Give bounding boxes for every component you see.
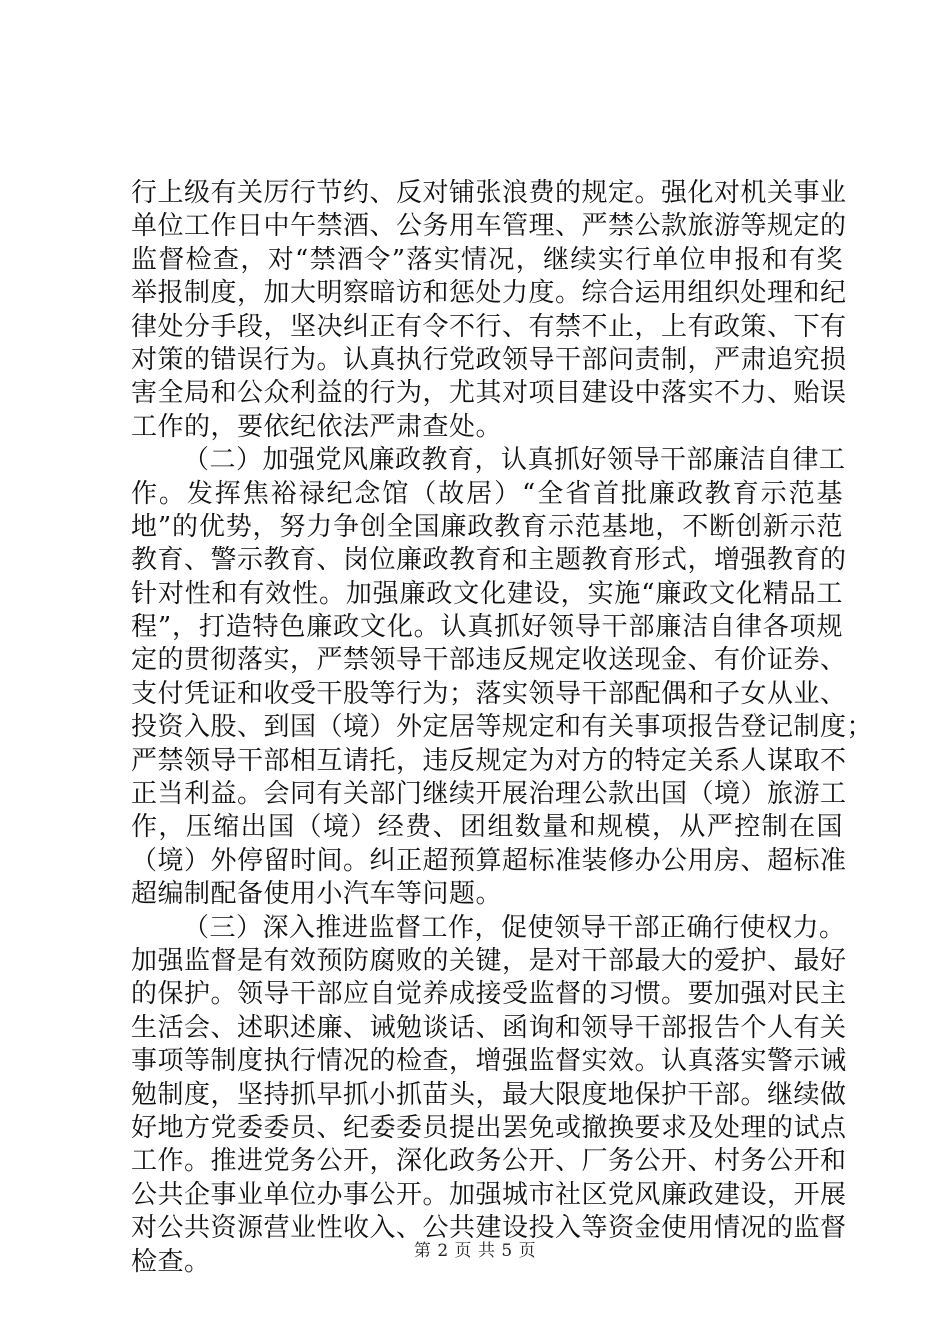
text-line: 单位工作日中午禁酒、公务用车管理、严禁公款旅游等规定的 xyxy=(131,211,847,242)
text-line: 律处分手段，坚决纠正有令不行、有禁不止，上有政策、下有 xyxy=(131,311,847,342)
text-line: 作。发挥焦裕禄纪念馆（故居）“全省首批廉政教育示范基 xyxy=(131,478,843,509)
text-line: 好地方党委委员、纪委委员提出罢免或撤换要求及处理的试点 xyxy=(131,1112,847,1143)
text-line: 正当利益。会同有关部门继续开展治理公款出国（境）旅游工 xyxy=(131,779,847,810)
text-line: 超编制配备使用小汽车等问题。 xyxy=(131,879,503,910)
text-line: 工作。推进党务公开，深化政务公开、厂务公开、村务公开和 xyxy=(131,1146,847,1177)
text-line: 事项等制度执行情况的检查，增强监督实效。认真落实警示诫 xyxy=(131,1046,847,1077)
text-line: （境）外停留时间。纠正超预算超标准装修办公用房、超标准 xyxy=(131,845,847,876)
document-body xyxy=(131,177,874,1279)
text-line: 支付凭证和收受干股等行为；落实领导干部配偶和子女从业、 xyxy=(131,678,847,709)
text-line: 检查。 xyxy=(131,1246,211,1277)
text-line: 勉制度，坚持抓早抓小抓苗头，最大限度地保护干部。继续做 xyxy=(131,1079,847,1110)
section-heading-line: （三）深入推进监督工作，促使领导干部正确行使权力。 xyxy=(183,912,846,943)
text-line: 生活会、述职述廉、诫勉谈话、函询和领导干部报告个人有关 xyxy=(131,1012,847,1043)
text-line: 对策的错误行为。认真执行党政领导干部问责制，严肃追究损 xyxy=(131,344,847,375)
text-line: 公共企事业单位办事公开。加强城市社区党风廉政建设，开展 xyxy=(131,1179,847,1210)
text-line: 的保护。领导干部应自觉养成接受监督的习惯。要加强对民主 xyxy=(131,979,847,1010)
text-line: 地”的优势，努力争创全国廉政教育示范基地，不断创新示范 xyxy=(131,511,843,542)
text-line: 害全局和公众利益的行为，尤其对项目建设中落实不力、贻误 xyxy=(131,378,847,409)
text-line: 定的贯彻落实，严禁领导干部违反规定收送现金、有价证券、 xyxy=(131,645,847,676)
text-line: 严禁领导干部相互请托，违反规定为对方的特定关系人谋取不 xyxy=(131,745,847,776)
text-line: 工作的，要依纪依法严肃查处。 xyxy=(131,411,503,442)
text-line: 教育、警示教育、岗位廉政教育和主题教育形式，增强教育的 xyxy=(131,545,847,576)
text-line: 监督检查，对“禁酒令”落实情况，继续实行单位申报和有奖 xyxy=(131,244,843,275)
page-number-footer: 第 2 页 共 5 页 xyxy=(413,1241,537,1261)
text-line: 举报制度，加大明察暗访和惩处力度。综合运用组织处理和纪 xyxy=(131,278,847,309)
text-line: 投资入股、到国（境）外定居等规定和有关事项报告登记制度； xyxy=(131,712,874,743)
text-line: 行上级有关厉行节约、反对铺张浪费的规定。强化对机关事业 xyxy=(131,178,847,208)
text-line: 针对性和有效性。加强廉政文化建设，实施“廉政文化精品工 xyxy=(131,578,843,609)
text-line: 作，压缩出国（境）经费、团组数量和规模，从严控制在国 xyxy=(131,812,843,843)
text-line: 对公共资源营业性收入、公共建设投入等资金使用情况的监督 xyxy=(131,1213,847,1244)
section-heading-line: （二）加强党风廉政教育，认真抓好领导干部廉洁自律工 xyxy=(183,445,846,476)
text-line: 程”，打造特色廉政文化。认真抓好领导干部廉洁自律各项规 xyxy=(131,612,843,643)
text-line: 加强监督是有效预防腐败的关键，是对干部最大的爱护、最好 xyxy=(131,945,847,976)
